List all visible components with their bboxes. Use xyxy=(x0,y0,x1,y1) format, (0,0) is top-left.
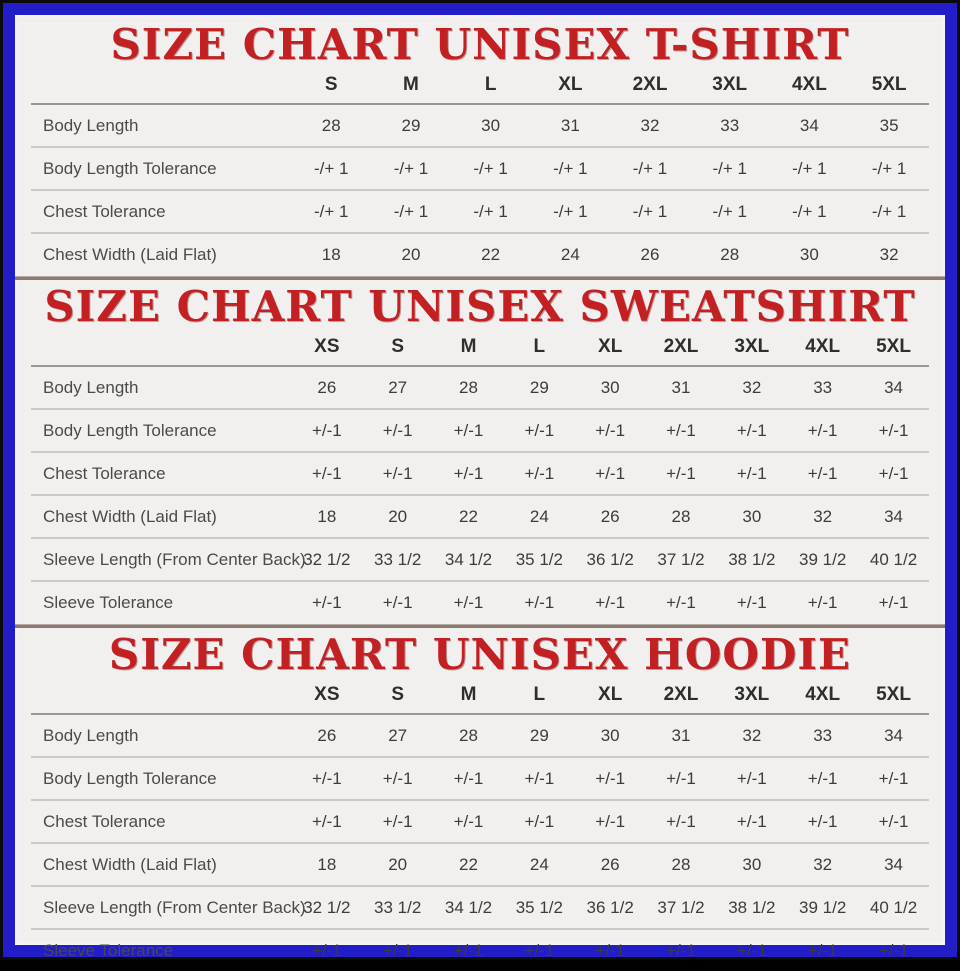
row-label: Chest Tolerance xyxy=(31,190,291,233)
cell-value: 34 xyxy=(858,714,929,757)
row-label: Chest Width (Laid Flat) xyxy=(31,495,291,538)
table-row xyxy=(31,800,929,843)
section-divider xyxy=(15,624,945,628)
cell-value: +/-1 xyxy=(787,757,858,800)
size-column-header: 2XL xyxy=(610,72,690,104)
header-corner-cell xyxy=(31,72,291,104)
cell-value: +/-1 xyxy=(382,940,413,960)
cell-value: 22 xyxy=(433,495,504,538)
cell-value: 38 1/2 xyxy=(716,538,787,581)
cell-value: 34 1/2 xyxy=(433,886,504,929)
cell-value: 34 xyxy=(858,843,929,886)
cell-value: +/-1 xyxy=(453,940,484,960)
cell-value: 28 xyxy=(646,843,717,886)
cell-value: +/-1 xyxy=(878,592,909,612)
header-corner-cell xyxy=(31,682,291,714)
cell-value: +/-1 xyxy=(575,757,646,800)
cell-value: +/-1 xyxy=(524,940,555,960)
size-column-header: XL xyxy=(575,334,646,366)
cell-value: +/-1 xyxy=(716,409,787,452)
size-chart-section xyxy=(15,281,945,623)
cell-value: 40 1/2 xyxy=(858,886,929,929)
cell-value: -/+ 1 xyxy=(371,190,451,233)
cell-value: 40 1/2 xyxy=(858,538,929,581)
cell-value: 20 xyxy=(362,843,433,886)
size-column-header: 5XL xyxy=(849,72,929,104)
cell-value: 36 1/2 xyxy=(575,538,646,581)
cell-value: 26 xyxy=(575,843,646,886)
size-column-header: 5XL xyxy=(858,682,929,714)
cell-value: 33 xyxy=(787,714,858,757)
cell-value: -/+ 1 xyxy=(610,147,690,190)
cell-value: 35 1/2 xyxy=(504,886,575,929)
cell-value: -/+ 1 xyxy=(849,147,929,190)
size-column-header: S xyxy=(291,72,371,104)
header-corner-cell xyxy=(31,334,291,366)
row-label: Sleeve Length (From Center Back) xyxy=(31,538,291,581)
cell-value: 36 1/2 xyxy=(575,886,646,929)
size-column-header: 3XL xyxy=(716,682,787,714)
cell-value: -/+ 1 xyxy=(371,147,451,190)
cell-value: 39 1/2 xyxy=(787,538,858,581)
cell-value: 30 xyxy=(716,495,787,538)
cell-value: +/-1 xyxy=(646,452,717,495)
cell-value: +/-1 xyxy=(595,592,626,612)
row-label: Body Length Tolerance xyxy=(31,147,291,190)
table-row xyxy=(31,538,929,581)
cell-value: 24 xyxy=(504,495,575,538)
cell-value: 32 xyxy=(787,495,858,538)
cell-value: 32 xyxy=(787,843,858,886)
section-title: SIZE CHART UNISEX T-SHIRT xyxy=(110,20,850,69)
cell-value: +/-1 xyxy=(362,409,433,452)
cell-value: 32 xyxy=(610,104,690,147)
cell-value: 20 xyxy=(362,495,433,538)
cell-value: +/-1 xyxy=(291,800,362,843)
cell-value: 26 xyxy=(291,714,362,757)
cell-value: +/-1 xyxy=(362,757,433,800)
row-label: Body Length xyxy=(31,714,291,757)
cell-value: -/+ 1 xyxy=(770,190,850,233)
cell-value: 22 xyxy=(433,843,504,886)
size-column-header: 4XL xyxy=(770,72,850,104)
cell-value: 30 xyxy=(575,714,646,757)
size-column-header: L xyxy=(504,682,575,714)
row-label: Body Length xyxy=(31,104,291,147)
cell-value: 37 1/2 xyxy=(646,538,717,581)
cell-value: 24 xyxy=(560,244,580,264)
section-title: SIZE CHART UNISEX SWEATSHIRT xyxy=(44,282,916,332)
cell-value: 32 1/2 xyxy=(291,886,362,929)
size-chart-section xyxy=(15,19,945,275)
cell-value: +/-1 xyxy=(787,800,858,843)
cell-value: 30 xyxy=(575,366,646,409)
cell-value: 37 1/2 xyxy=(646,886,717,929)
cell-value: 24 xyxy=(504,843,575,886)
table-row xyxy=(31,843,929,886)
blue-border-frame xyxy=(3,3,957,960)
cell-value: 29 xyxy=(504,366,575,409)
cell-value: 18 xyxy=(321,244,341,264)
table-row xyxy=(31,929,929,971)
table-row xyxy=(31,495,929,538)
cell-value: -/+ 1 xyxy=(451,190,531,233)
cell-value: +/-1 xyxy=(787,452,858,495)
cell-value: 27 xyxy=(362,366,433,409)
cell-value: 28 xyxy=(646,495,717,538)
cell-value: 31 xyxy=(530,104,610,147)
size-header-row xyxy=(31,72,929,104)
cell-value: +/-1 xyxy=(433,409,504,452)
cell-value: 34 xyxy=(858,495,929,538)
size-column-header: 2XL xyxy=(646,682,717,714)
size-column-header: XS xyxy=(291,682,362,714)
size-column-header: 3XL xyxy=(690,72,770,104)
row-label: Chest Tolerance xyxy=(31,452,291,495)
cell-value: 18 xyxy=(291,843,362,886)
cell-value: -/+ 1 xyxy=(849,190,929,233)
cell-value: 27 xyxy=(362,714,433,757)
table-row xyxy=(31,714,929,757)
table-row xyxy=(31,104,929,147)
cell-value: 26 xyxy=(640,244,660,264)
cell-value: 28 xyxy=(433,714,504,757)
cell-value: 26 xyxy=(291,366,362,409)
row-label: Body Length xyxy=(31,366,291,409)
cell-value: -/+ 1 xyxy=(690,190,770,233)
table-row xyxy=(31,581,929,623)
cell-value: +/-1 xyxy=(716,452,787,495)
cell-value: +/-1 xyxy=(858,452,929,495)
size-column-header: M xyxy=(371,72,451,104)
size-column-header: 5XL xyxy=(858,334,929,366)
cell-value: +/-1 xyxy=(736,940,767,960)
cell-value: 30 xyxy=(451,104,531,147)
cell-value: +/-1 xyxy=(524,592,555,612)
cell-value: 28 xyxy=(433,366,504,409)
size-table xyxy=(31,72,929,275)
cell-value: 35 1/2 xyxy=(504,538,575,581)
cell-value: +/-1 xyxy=(858,800,929,843)
cell-value: +/-1 xyxy=(666,940,696,960)
table-row xyxy=(31,147,929,190)
cell-value: 32 1/2 xyxy=(291,538,362,581)
cell-value: -/+ 1 xyxy=(530,147,610,190)
row-label: Sleeve Tolerance xyxy=(43,940,174,960)
cell-value: 34 xyxy=(770,104,850,147)
cell-value: +/-1 xyxy=(382,592,413,612)
size-column-header: L xyxy=(451,72,531,104)
cell-value: 39 1/2 xyxy=(787,886,858,929)
cell-value: 26 xyxy=(575,495,646,538)
size-column-header: M xyxy=(433,682,504,714)
cell-value: +/-1 xyxy=(575,409,646,452)
size-chart-root xyxy=(15,15,945,960)
table-row xyxy=(31,190,929,233)
size-column-header: 3XL xyxy=(716,334,787,366)
cell-value: 30 xyxy=(799,244,819,264)
cell-value: +/-1 xyxy=(736,592,767,612)
size-column-header: 2XL xyxy=(646,334,717,366)
size-column-header: 4XL xyxy=(787,334,858,366)
row-label: Chest Tolerance xyxy=(31,800,291,843)
size-chart-section xyxy=(15,629,945,971)
row-label: Body Length Tolerance xyxy=(31,409,291,452)
cell-value: +/-1 xyxy=(575,452,646,495)
cell-value: +/-1 xyxy=(858,757,929,800)
size-column-header: 4XL xyxy=(787,682,858,714)
table-row xyxy=(31,757,929,800)
table-row xyxy=(31,886,929,929)
cell-value: +/-1 xyxy=(716,757,787,800)
size-column-header: S xyxy=(362,334,433,366)
cell-value: +/-1 xyxy=(807,592,838,612)
table-row xyxy=(31,366,929,409)
cell-value: +/-1 xyxy=(575,800,646,843)
cell-value: 34 xyxy=(858,366,929,409)
cell-value: -/+ 1 xyxy=(690,147,770,190)
cell-value: +/-1 xyxy=(433,757,504,800)
cell-value: +/-1 xyxy=(362,800,433,843)
row-label: Chest Width (Laid Flat) xyxy=(31,843,291,886)
row-label: Sleeve Tolerance xyxy=(43,592,174,612)
cell-value: +/-1 xyxy=(504,757,575,800)
cell-value: -/+ 1 xyxy=(291,147,371,190)
cell-value: +/-1 xyxy=(646,800,717,843)
cell-value: +/-1 xyxy=(646,757,717,800)
cell-value: +/-1 xyxy=(595,940,626,960)
section-title: SIZE CHART UNISEX HOODIE xyxy=(108,630,852,680)
cell-value: -/+ 1 xyxy=(770,147,850,190)
cell-value: -/+ 1 xyxy=(451,147,531,190)
cell-value: +/-1 xyxy=(716,800,787,843)
table-row xyxy=(31,409,929,452)
size-table xyxy=(31,682,929,971)
size-header-row xyxy=(31,682,929,714)
cell-value: 35 xyxy=(849,104,929,147)
section-divider xyxy=(15,276,945,280)
size-column-header: M xyxy=(433,334,504,366)
size-column-header: L xyxy=(504,334,575,366)
cell-value: 33 1/2 xyxy=(362,538,433,581)
cell-value: +/-1 xyxy=(311,940,342,960)
cell-value: 30 xyxy=(716,843,787,886)
cell-value: 33 1/2 xyxy=(362,886,433,929)
table-row xyxy=(31,233,929,275)
cell-value: +/-1 xyxy=(362,452,433,495)
cell-value: 38 1/2 xyxy=(716,886,787,929)
cell-value: 20 xyxy=(401,244,421,264)
cell-value: 31 xyxy=(646,714,717,757)
cell-value: +/-1 xyxy=(291,409,362,452)
cell-value: +/-1 xyxy=(878,940,909,960)
size-header-row xyxy=(31,334,929,366)
cell-value: 18 xyxy=(291,495,362,538)
cell-value: 33 xyxy=(690,104,770,147)
cell-value: 29 xyxy=(371,104,451,147)
cell-value: +/-1 xyxy=(311,592,342,612)
cell-value: 32 xyxy=(716,366,787,409)
cell-value: 22 xyxy=(481,244,501,264)
size-column-header: XL xyxy=(575,682,646,714)
cell-value: +/-1 xyxy=(666,592,696,612)
row-label: Body Length Tolerance xyxy=(31,757,291,800)
cell-value: 32 xyxy=(716,714,787,757)
cell-value: +/-1 xyxy=(504,800,575,843)
cell-value: +/-1 xyxy=(807,940,838,960)
cell-value: 28 xyxy=(291,104,371,147)
cell-value: +/-1 xyxy=(504,452,575,495)
row-label: Chest Width (Laid Flat) xyxy=(43,244,217,264)
cell-value: +/-1 xyxy=(433,800,504,843)
cell-value: +/-1 xyxy=(453,592,484,612)
row-label: Sleeve Length (From Center Back) xyxy=(31,886,291,929)
cell-value: -/+ 1 xyxy=(530,190,610,233)
size-column-header: XS xyxy=(291,334,362,366)
table-row xyxy=(31,452,929,495)
size-table xyxy=(31,334,929,623)
cell-value: -/+ 1 xyxy=(291,190,371,233)
size-column-header: S xyxy=(362,682,433,714)
cell-value: +/-1 xyxy=(787,409,858,452)
cell-value: 29 xyxy=(504,714,575,757)
cell-value: +/-1 xyxy=(504,409,575,452)
cell-value: -/+ 1 xyxy=(610,190,690,233)
cell-value: +/-1 xyxy=(433,452,504,495)
size-column-header: XL xyxy=(530,72,610,104)
cell-value: +/-1 xyxy=(291,757,362,800)
cell-value: 31 xyxy=(646,366,717,409)
cell-value: 33 xyxy=(787,366,858,409)
cell-value: +/-1 xyxy=(291,452,362,495)
cell-value: +/-1 xyxy=(858,409,929,452)
cell-value: 32 xyxy=(879,244,899,264)
cell-value: 34 1/2 xyxy=(433,538,504,581)
cell-value: +/-1 xyxy=(646,409,717,452)
cell-value: 28 xyxy=(720,244,740,264)
